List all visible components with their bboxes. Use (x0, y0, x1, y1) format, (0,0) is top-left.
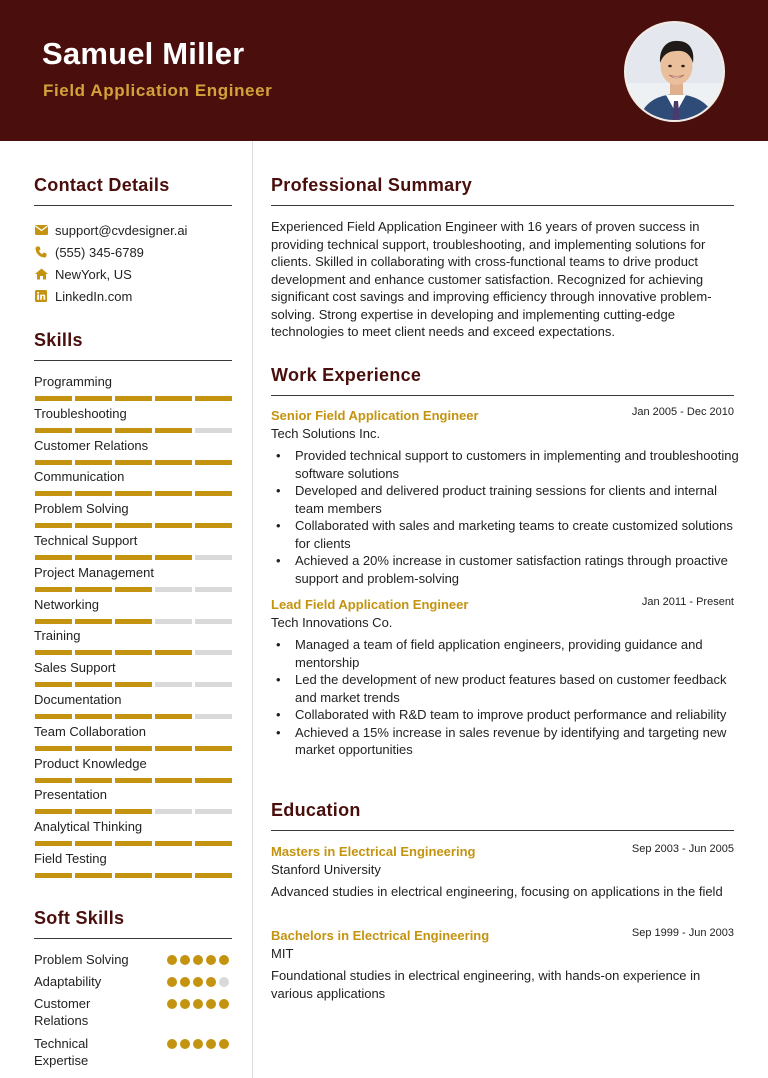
soft-skill-rating (167, 977, 229, 987)
contact-email[interactable] (34, 221, 187, 239)
skill-name: Product Knowledge (34, 755, 147, 771)
skill-segment-filled (115, 555, 152, 560)
skill-name: Problem Solving (34, 501, 129, 517)
skill-segment-filled (115, 587, 152, 592)
skill-name: Documentation (34, 692, 122, 707)
skill-segment-empty (195, 714, 232, 719)
job-bullets (295, 636, 740, 759)
skill-segment-filled (195, 746, 232, 751)
skill-segment-empty (195, 619, 232, 624)
skill-segment-filled (115, 619, 152, 624)
skill-segment-filled (115, 491, 152, 496)
skill-level-bar (35, 619, 232, 624)
skill-segment-filled (75, 841, 112, 846)
job-dates: Jan 2011 - Present (641, 596, 734, 608)
job-bullet: • Managed a team of field application engineers, providing guidance and mentorship (295, 636, 740, 671)
skill-segment-filled (155, 650, 192, 655)
resume-header (0, 0, 768, 141)
contact-location-text: NewYork, US (55, 266, 132, 282)
skill-level-bar (35, 491, 232, 496)
contact-rule (34, 205, 232, 206)
skill-segment-filled (75, 523, 112, 528)
skill-segment-filled (115, 809, 152, 814)
rating-dot-filled (193, 977, 203, 987)
rating-dot-filled (206, 977, 216, 987)
job-role: Senior Field Application Engineer (271, 408, 479, 423)
skill-segment-empty (195, 587, 232, 592)
skill-name: Technical Support (34, 533, 138, 548)
skill-segment-filled (75, 619, 112, 624)
skill-segment-empty (155, 809, 192, 814)
degree-title: Bachelors in Electrical Engineering (271, 928, 490, 943)
rating-dot-filled (167, 977, 177, 987)
soft-skill-name: Problem Solving (34, 952, 129, 967)
skill-segment-filled (75, 682, 112, 687)
skill-name: Presentation (34, 787, 107, 803)
skill-segment-filled (35, 746, 72, 751)
skill-segment-filled (155, 714, 192, 719)
skill-segment-filled (75, 587, 112, 592)
rating-dot-filled (180, 999, 190, 1009)
skill-segment-filled (35, 491, 72, 496)
skill-name: Communication (34, 469, 125, 485)
soft-skills-rule (34, 938, 232, 939)
rating-dot-filled (180, 955, 190, 965)
skills-rule (34, 360, 232, 361)
soft-skill-name: Customer Relations (34, 996, 91, 1028)
rating-dot-filled (180, 1039, 190, 1049)
skill-segment-filled (115, 396, 152, 401)
skill-segment-filled (115, 650, 152, 655)
skill-segment-filled (115, 523, 152, 528)
skill-segment-filled (35, 460, 72, 465)
skill-segment-filled (155, 746, 192, 751)
job-bullet: • Collaborated with R&D team to improve product performance and reliability (295, 706, 740, 724)
job-bullet: • Led the development of new product features based on customer feedback and market trends (295, 671, 740, 706)
rating-dot-filled (193, 955, 203, 965)
soft-skill-rating (167, 1039, 229, 1049)
skill-segment-empty (155, 619, 192, 624)
rating-dot-filled (167, 1039, 177, 1049)
profile-photo (624, 21, 725, 122)
rating-dot-filled (167, 955, 177, 965)
skill-segment-filled (195, 523, 232, 528)
rating-dot-filled (219, 999, 229, 1009)
skill-segment-empty (195, 809, 232, 814)
skill-segment-filled (155, 778, 192, 783)
job-bullet: • Provided technical support to customers in implementing and troubleshooting software solutions (295, 447, 740, 482)
rating-dot-filled (206, 999, 216, 1009)
skill-segment-filled (115, 746, 152, 751)
skill-level-bar (35, 587, 232, 592)
skills-heading: Skills (34, 330, 83, 350)
experience-heading: Work Experience (271, 365, 422, 385)
skill-level-bar (35, 428, 232, 433)
skill-level-bar (35, 523, 232, 528)
skill-segment-filled (35, 714, 72, 719)
skill-segment-filled (35, 523, 72, 528)
degree-description: Advanced studies in electrical engineering, focusing on applications in the field (271, 884, 723, 899)
skill-name: Networking (34, 596, 100, 612)
skill-segment-filled (75, 491, 112, 496)
skill-segment-filled (35, 428, 72, 433)
experience-rule (271, 395, 734, 396)
skill-name: Training (34, 628, 81, 644)
skill-segment-filled (35, 809, 72, 814)
skill-segment-filled (155, 555, 192, 560)
skill-level-bar (35, 650, 232, 655)
skill-segment-filled (35, 841, 72, 846)
contact-heading: Contact Details (34, 175, 170, 195)
skill-name: Programming (34, 374, 113, 389)
skill-segment-empty (195, 650, 232, 655)
rating-dot-filled (193, 1039, 203, 1049)
rating-dot-filled (219, 1039, 229, 1049)
summary-heading: Professional Summary (271, 175, 473, 195)
skill-segment-empty (195, 682, 232, 687)
skill-segment-filled (155, 428, 192, 433)
skill-segment-filled (195, 841, 232, 846)
skill-level-bar (35, 396, 232, 401)
skill-segment-filled (35, 587, 72, 592)
skill-segment-empty (155, 587, 192, 592)
contact-email-text: support@cvdesigner.ai (55, 222, 188, 238)
skill-segment-filled (115, 460, 152, 465)
skill-segment-filled (75, 714, 112, 719)
skill-segment-filled (195, 778, 232, 783)
skill-name: Project Management (34, 564, 154, 580)
skill-segment-filled (115, 682, 152, 687)
job-company: Tech Innovations Co. (271, 615, 393, 630)
job-bullet: • Achieved a 15% increase in sales revenue by identifying and targeting new market opportunities (295, 724, 740, 759)
skill-segment-filled (155, 396, 192, 401)
education-rule (271, 830, 734, 831)
skill-name: Analytical Thinking (34, 819, 143, 835)
skill-name: Field Testing (34, 851, 107, 866)
skill-level-bar (35, 873, 232, 878)
contact-linkedin-text: LinkedIn.com (55, 288, 133, 304)
skill-segment-filled (75, 428, 112, 433)
degree-description: Foundational studies in electrical engineering, with hands-on experience in various applications (271, 968, 701, 1001)
job-dates: Jan 2005 - Dec 2010 (631, 406, 734, 418)
contact-linkedin[interactable] (34, 287, 132, 305)
soft-skill-rating (167, 955, 229, 965)
candidate-title: Field Application Engineer (43, 81, 273, 100)
school-name: MIT (271, 946, 294, 961)
skill-level-bar (35, 809, 232, 814)
soft-skill-name: Technical Expertise (34, 1036, 89, 1068)
soft-skill-rating (167, 999, 229, 1009)
skill-level-bar (35, 555, 232, 560)
skill-segment-filled (75, 746, 112, 751)
skill-segment-filled (195, 491, 232, 496)
skill-segment-filled (115, 714, 152, 719)
skill-segment-filled (35, 619, 72, 624)
skill-segment-filled (75, 650, 112, 655)
skill-segment-filled (195, 396, 232, 401)
contact-location (34, 265, 132, 283)
skill-segment-filled (115, 428, 152, 433)
skill-name: Troubleshooting (34, 405, 127, 421)
phone-icon (34, 245, 48, 259)
skill-segment-filled (35, 396, 72, 401)
degree-title: Masters in Electrical Engineering (271, 844, 476, 859)
contact-phone-text: (555) 345-6789 (55, 244, 144, 260)
skill-level-bar (35, 714, 232, 719)
degree-dates: Sep 2003 - Jun 2005 (631, 843, 734, 855)
skill-segment-filled (115, 841, 152, 846)
job-role: Lead Field Application Engineer (271, 597, 469, 612)
skill-segment-filled (35, 650, 72, 655)
skill-segment-filled (75, 778, 112, 783)
rating-dot-filled (219, 955, 229, 965)
skill-segment-filled (75, 809, 112, 814)
skill-segment-filled (155, 841, 192, 846)
skill-segment-empty (195, 555, 232, 560)
rating-dot-filled (167, 999, 177, 1009)
skill-name: Team Collaboration (34, 723, 147, 739)
skill-level-bar (35, 841, 232, 846)
skill-segment-filled (35, 873, 72, 878)
skill-segment-filled (35, 778, 72, 783)
skill-segment-filled (195, 460, 232, 465)
skill-segment-empty (155, 682, 192, 687)
skill-segment-filled (115, 778, 152, 783)
skill-segment-filled (75, 555, 112, 560)
skill-segment-filled (195, 873, 232, 878)
contact-phone[interactable] (34, 243, 144, 261)
skill-name: Customer Relations (34, 437, 149, 453)
column-divider (252, 141, 253, 1078)
soft-skill-name: Adaptability (34, 974, 102, 989)
skill-level-bar (35, 746, 232, 751)
skill-segment-filled (155, 873, 192, 878)
linkedin-icon (34, 289, 48, 303)
school-name: Stanford University (271, 862, 381, 877)
skill-name: Sales Support (34, 660, 116, 676)
skill-segment-filled (75, 396, 112, 401)
job-bullet: • Collaborated with sales and marketing teams to create customized solutions for clients (295, 517, 740, 552)
job-company: Tech Solutions Inc. (271, 426, 381, 441)
skill-segment-filled (115, 873, 152, 878)
envelope-icon (34, 223, 48, 237)
skill-segment-filled (75, 873, 112, 878)
rating-dot-empty (219, 977, 229, 987)
education-heading: Education (271, 800, 361, 820)
skill-segment-filled (155, 491, 192, 496)
rating-dot-filled (193, 999, 203, 1009)
skill-level-bar (35, 778, 232, 783)
job-bullets (295, 447, 740, 587)
profile-photo-image (626, 23, 725, 122)
skill-level-bar (35, 682, 232, 687)
skill-segment-filled (155, 523, 192, 528)
rating-dot-filled (180, 977, 190, 987)
summary-rule (271, 205, 734, 206)
degree-dates: Sep 1999 - Jun 2003 (631, 927, 734, 939)
candidate-name: Samuel Miller (42, 36, 245, 71)
skill-segment-filled (35, 682, 72, 687)
summary-text: Experienced Field Application Engineer with 16 years of proven success in providing technical support, troubleshooting, and implementing solutions for clients. Skilled in collaborating with cross-functional teams to drive product development and enhance customer satisfaction. Recognized for achieving significant cost savings and improving efficiency through innovative problem-solving. Strong expertise in developing and implementing cutting-edge technologies to meet client needs and exceed expectations. (271, 219, 712, 339)
skill-segment-filled (35, 555, 72, 560)
skill-segment-filled (75, 460, 112, 465)
rating-dot-filled (206, 1039, 216, 1049)
skill-segment-filled (155, 460, 192, 465)
home-icon (34, 267, 48, 281)
job-bullet: • Achieved a 20% increase in customer satisfaction ratings through proactive support and problem-solving (295, 552, 740, 587)
skill-segment-empty (195, 428, 232, 433)
skill-level-bar (35, 460, 232, 465)
soft-skills-heading: Soft Skills (34, 908, 125, 928)
rating-dot-filled (206, 955, 216, 965)
job-bullet: • Developed and delivered product training sessions for clients and internal team members (295, 482, 740, 517)
